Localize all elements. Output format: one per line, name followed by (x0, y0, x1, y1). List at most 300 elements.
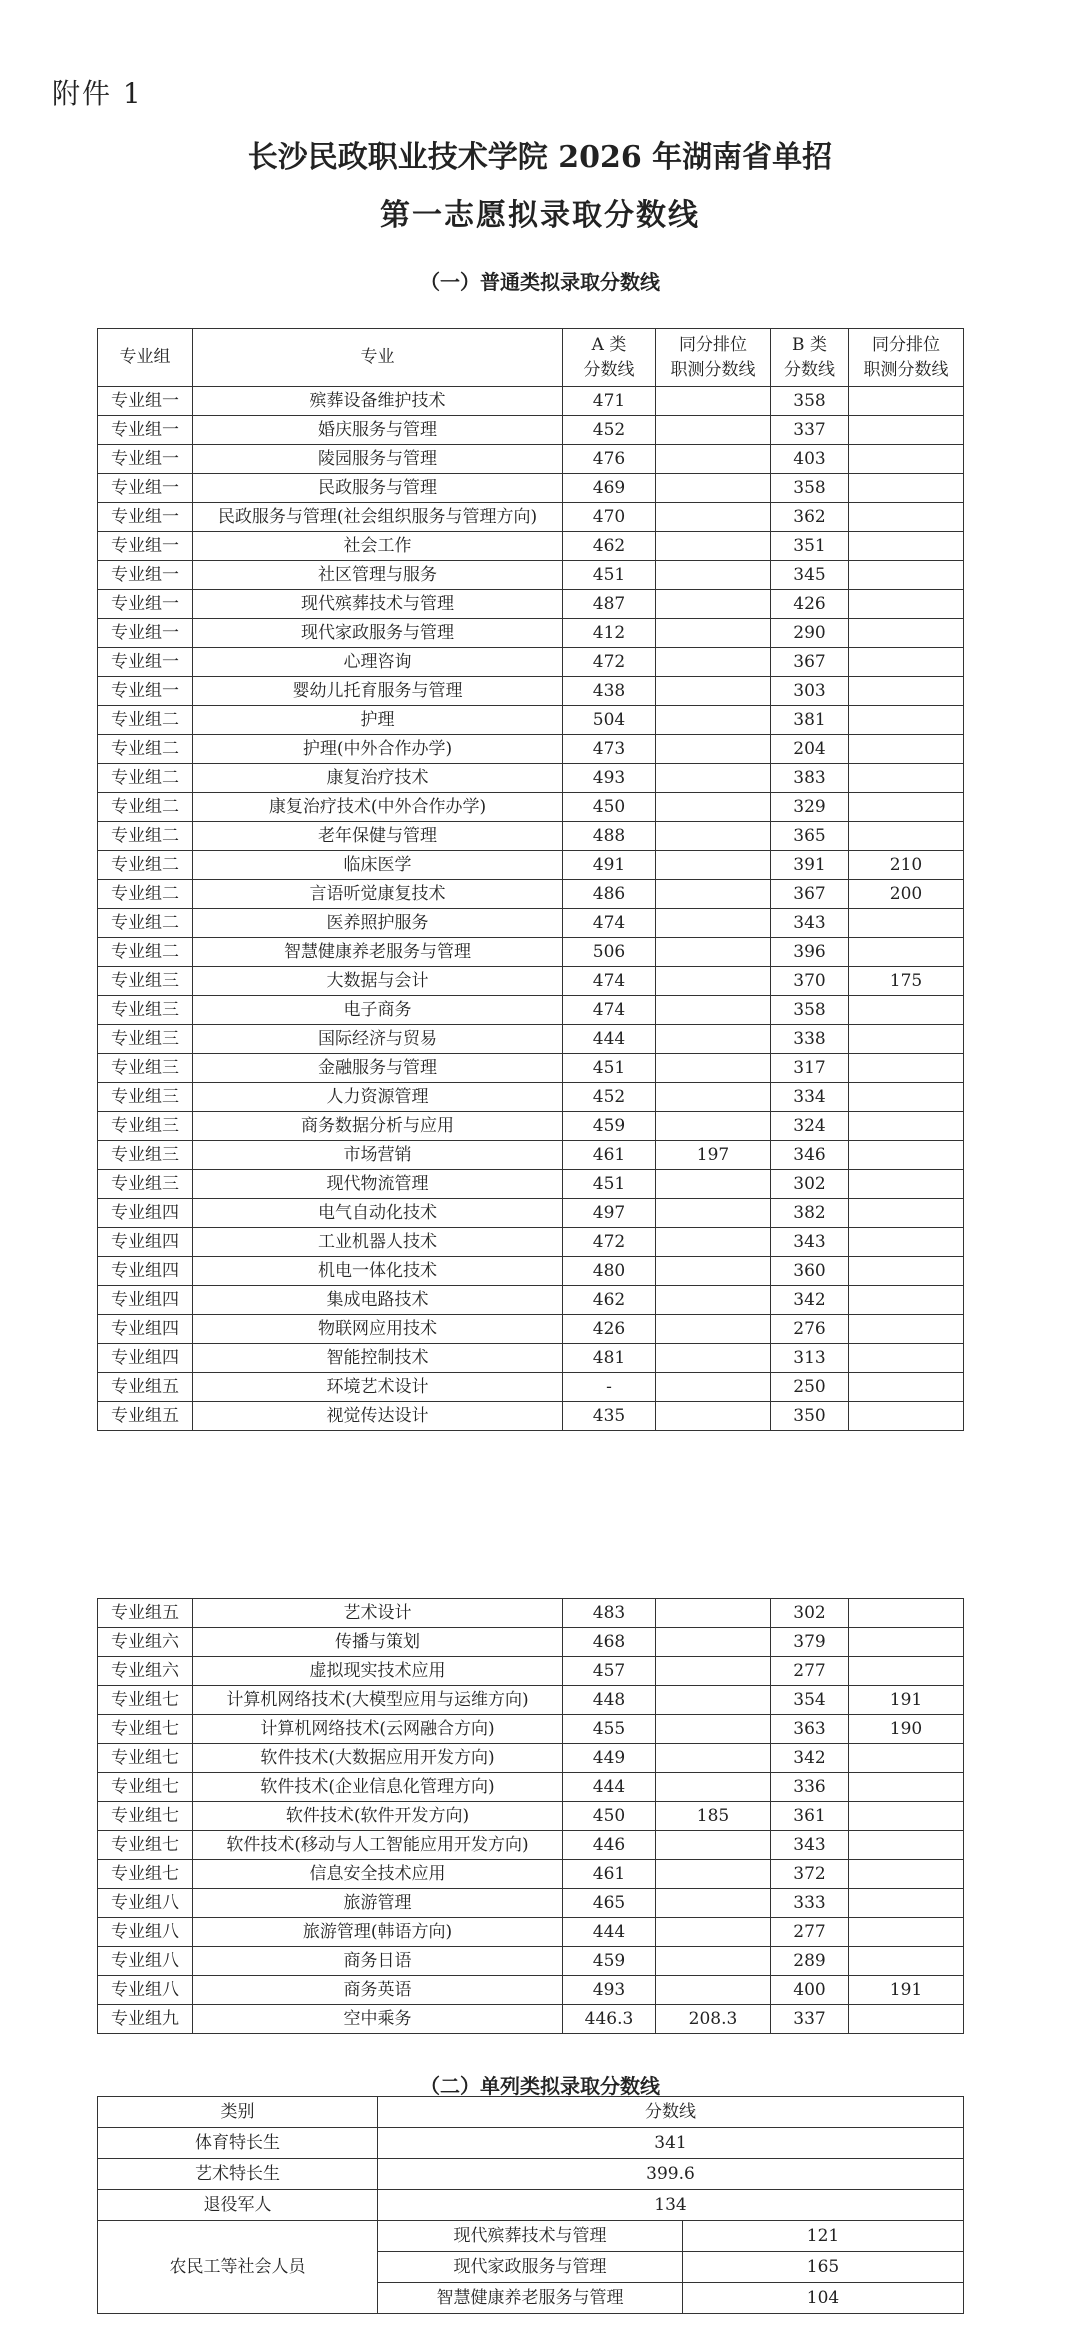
b-tiebreak-cell (849, 938, 964, 967)
a-tiebreak-cell (656, 1373, 771, 1402)
a-score-cell: 451 (563, 561, 656, 590)
b-tiebreak-cell (849, 996, 964, 1025)
group-cell: 专业组五 (98, 1373, 193, 1402)
a-score-cell: 412 (563, 619, 656, 648)
table-row (98, 561, 964, 590)
b-tiebreak-cell (849, 474, 964, 503)
a-score-cell: 474 (563, 967, 656, 996)
a-score-cell: 493 (563, 1976, 656, 2005)
major-cell: 殡葬设备维护技术 (193, 387, 563, 416)
a-score-cell: 448 (563, 1686, 656, 1715)
b-tiebreak-cell (849, 503, 964, 532)
table-row (98, 1170, 964, 1199)
a-tiebreak-cell (656, 387, 771, 416)
b-tiebreak-cell (849, 1141, 964, 1170)
b-score-cell: 350 (771, 1402, 849, 1431)
major-cell: 虚拟现实技术应用 (193, 1657, 563, 1686)
table-row (98, 387, 964, 416)
group-cell: 专业组二 (98, 909, 193, 938)
major-cell: 机电一体化技术 (193, 1257, 563, 1286)
a-tiebreak-cell (656, 1286, 771, 1315)
score-cell: 399.6 (378, 2159, 964, 2190)
b-score-cell: 336 (771, 1773, 849, 1802)
table-row (98, 1286, 964, 1315)
a-tiebreak-cell (656, 909, 771, 938)
major-cell: 市场营销 (193, 1141, 563, 1170)
major-cell: 医养照护服务 (193, 909, 563, 938)
a-score-cell: 457 (563, 1657, 656, 1686)
a-score-cell: 444 (563, 1025, 656, 1054)
a-score-cell: 459 (563, 1947, 656, 1976)
table-header-row (98, 329, 964, 387)
b-tiebreak-cell (849, 1344, 964, 1373)
group-cell: 专业组九 (98, 2005, 193, 2034)
section2-title: （二）单列类拟录取分数线 (420, 2074, 660, 2098)
group-cell: 专业组三 (98, 996, 193, 1025)
a-tiebreak-cell (656, 532, 771, 561)
major-cell: 智慧健康养老服务与管理 (193, 938, 563, 967)
a-tiebreak-cell (656, 1257, 771, 1286)
major-cell: 计算机网络技术(云网融合方向) (193, 1715, 563, 1744)
regular-table-body (98, 387, 964, 1431)
a-score-cell: 486 (563, 880, 656, 909)
major-cell: 集成电路技术 (193, 1286, 563, 1315)
b-tiebreak-cell (849, 1628, 964, 1657)
table-row (98, 1141, 964, 1170)
major-cell: 环境艺术设计 (193, 1373, 563, 1402)
table-row (98, 909, 964, 938)
a-tiebreak-cell (656, 1918, 771, 1947)
major-cell: 视觉传达设计 (193, 1402, 563, 1431)
major-cell: 心理咨询 (193, 648, 563, 677)
a-tiebreak-cell (656, 1228, 771, 1257)
table-row (98, 764, 964, 793)
table-row (98, 1657, 964, 1686)
b-tiebreak-cell: 200 (849, 880, 964, 909)
b-tiebreak-cell (849, 1802, 964, 1831)
a-tiebreak-cell: 185 (656, 1802, 771, 1831)
a-score-cell: 474 (563, 996, 656, 1025)
b-score-cell: 302 (771, 1599, 849, 1628)
a-tiebreak-cell: 208.3 (656, 2005, 771, 2034)
special-table-header (98, 2097, 964, 2128)
group-cell: 专业组七 (98, 1686, 193, 1715)
b-score-cell: 342 (771, 1744, 849, 1773)
table-row (98, 880, 964, 909)
a-tiebreak-cell (656, 1976, 771, 2005)
category-cell: 农民工等社会人员 (98, 2221, 378, 2314)
table-row (98, 2159, 964, 2190)
b-score-cell: 381 (771, 706, 849, 735)
b-tiebreak-cell (849, 1773, 964, 1802)
group-cell: 专业组三 (98, 1025, 193, 1054)
major-cell: 现代殡葬技术与管理 (378, 2221, 683, 2252)
b-tiebreak-cell: 191 (849, 1976, 964, 2005)
a-score-cell: 487 (563, 590, 656, 619)
major-cell: 计算机网络技术(大模型应用与运维方向) (193, 1686, 563, 1715)
table-row (98, 503, 964, 532)
table-row (98, 1054, 964, 1083)
major-cell: 现代家政服务与管理 (378, 2252, 683, 2283)
table-row (98, 938, 964, 967)
major-cell: 电子商务 (193, 996, 563, 1025)
category-cell: 退役军人 (98, 2190, 378, 2221)
table-row (98, 445, 964, 474)
a-tiebreak-cell (656, 474, 771, 503)
b-tiebreak-cell (849, 677, 964, 706)
a-score-cell: 471 (563, 387, 656, 416)
b-score-cell: 358 (771, 474, 849, 503)
table-row (98, 1686, 964, 1715)
a-score-cell: 450 (563, 793, 656, 822)
b-tiebreak-cell: 210 (849, 851, 964, 880)
group-cell: 专业组二 (98, 793, 193, 822)
table-row (98, 996, 964, 1025)
b-score-cell: 276 (771, 1315, 849, 1344)
b-tiebreak-cell (849, 1286, 964, 1315)
b-tiebreak-cell (849, 793, 964, 822)
group-cell: 专业组二 (98, 764, 193, 793)
b-score-cell: 351 (771, 532, 849, 561)
a-tiebreak-cell (656, 445, 771, 474)
a-score-cell: 461 (563, 1860, 656, 1889)
major-cell: 言语听觉康复技术 (193, 880, 563, 909)
b-tiebreak-cell (849, 445, 964, 474)
a-score-cell: 449 (563, 1744, 656, 1773)
major-cell: 物联网应用技术 (193, 1315, 563, 1344)
group-cell: 专业组六 (98, 1628, 193, 1657)
a-tiebreak-cell (656, 1599, 771, 1628)
b-tiebreak-cell: 175 (849, 967, 964, 996)
a-tiebreak-cell (656, 880, 771, 909)
group-cell: 专业组一 (98, 416, 193, 445)
group-cell: 专业组一 (98, 561, 193, 590)
a-score-cell: 452 (563, 1083, 656, 1112)
group-cell: 专业组八 (98, 1889, 193, 1918)
header-a-score: A 类 分数线 (563, 329, 656, 387)
a-score-cell: 468 (563, 1628, 656, 1657)
b-tiebreak-cell (849, 1831, 964, 1860)
b-tiebreak-cell (849, 822, 964, 851)
b-tiebreak-cell (849, 1083, 964, 1112)
b-tiebreak-cell (849, 706, 964, 735)
b-tiebreak-cell (849, 1744, 964, 1773)
b-score-cell: 367 (771, 880, 849, 909)
b-tiebreak-cell (849, 1025, 964, 1054)
category-cell: 艺术特长生 (98, 2159, 378, 2190)
table-row (98, 677, 964, 706)
a-tiebreak-cell (656, 1947, 771, 1976)
major-cell: 大数据与会计 (193, 967, 563, 996)
table-row (98, 648, 964, 677)
a-tiebreak-cell (656, 1083, 771, 1112)
regular-score-table (97, 328, 964, 1431)
major-cell: 老年保健与管理 (193, 822, 563, 851)
group-cell: 专业组五 (98, 1599, 193, 1628)
a-tiebreak-cell (656, 590, 771, 619)
group-cell: 专业组三 (98, 1141, 193, 1170)
b-score-cell: 403 (771, 445, 849, 474)
b-tiebreak-cell (849, 648, 964, 677)
b-tiebreak-cell (849, 764, 964, 793)
header-category: 类别 (98, 2097, 378, 2128)
group-cell: 专业组七 (98, 1744, 193, 1773)
major-cell: 护理(中外合作办学) (193, 735, 563, 764)
a-score-cell: 493 (563, 764, 656, 793)
b-tiebreak-cell (849, 1402, 964, 1431)
b-tiebreak-cell (849, 1947, 964, 1976)
major-cell: 工业机器人技术 (193, 1228, 563, 1257)
a-tiebreak-cell (656, 1112, 771, 1141)
a-score-cell: 446.3 (563, 2005, 656, 2034)
a-tiebreak-cell (656, 416, 771, 445)
table-row (98, 1344, 964, 1373)
major-cell: 康复治疗技术 (193, 764, 563, 793)
table-row (98, 2190, 964, 2221)
score-cell: 121 (683, 2221, 964, 2252)
a-score-cell: 491 (563, 851, 656, 880)
table-row (98, 1715, 964, 1744)
major-cell: 护理 (193, 706, 563, 735)
a-tiebreak-cell (656, 1715, 771, 1744)
regular-score-table-continued (97, 1598, 964, 2034)
a-score-cell: 452 (563, 416, 656, 445)
a-score-cell: - (563, 1373, 656, 1402)
b-tiebreak-cell (849, 1315, 964, 1344)
table-row (98, 1599, 964, 1628)
b-score-cell: 334 (771, 1083, 849, 1112)
group-cell: 专业组六 (98, 1657, 193, 1686)
group-cell: 专业组七 (98, 1715, 193, 1744)
b-score-cell: 289 (771, 1947, 849, 1976)
b-tiebreak-cell (849, 909, 964, 938)
a-tiebreak-cell (656, 1025, 771, 1054)
b-score-cell: 343 (771, 909, 849, 938)
b-score-cell: 277 (771, 1657, 849, 1686)
table-row (98, 1918, 964, 1947)
a-score-cell: 435 (563, 1402, 656, 1431)
table-row (98, 1083, 964, 1112)
b-score-cell: 358 (771, 996, 849, 1025)
table-row (98, 1860, 964, 1889)
a-tiebreak-cell (656, 735, 771, 764)
group-cell: 专业组三 (98, 1112, 193, 1141)
major-cell: 艺术设计 (193, 1599, 563, 1628)
major-cell: 社区管理与服务 (193, 561, 563, 590)
group-cell: 专业组八 (98, 1976, 193, 2005)
major-cell: 商务日语 (193, 1947, 563, 1976)
table-row (98, 1228, 964, 1257)
group-cell: 专业组二 (98, 706, 193, 735)
a-tiebreak-cell (656, 851, 771, 880)
b-tiebreak-cell (849, 1170, 964, 1199)
a-score-cell: 480 (563, 1257, 656, 1286)
b-tiebreak-cell (849, 532, 964, 561)
a-tiebreak-cell (656, 1657, 771, 1686)
major-cell: 电气自动化技术 (193, 1199, 563, 1228)
b-tiebreak-cell (849, 1860, 964, 1889)
b-tiebreak-cell (849, 1918, 964, 1947)
b-score-cell: 345 (771, 561, 849, 590)
b-tiebreak-cell: 191 (849, 1686, 964, 1715)
b-score-cell: 250 (771, 1373, 849, 1402)
group-cell: 专业组三 (98, 1170, 193, 1199)
major-cell: 国际经济与贸易 (193, 1025, 563, 1054)
major-cell: 人力资源管理 (193, 1083, 563, 1112)
table-row (98, 2221, 964, 2252)
group-cell: 专业组二 (98, 851, 193, 880)
b-tiebreak-cell (849, 1199, 964, 1228)
major-cell: 现代物流管理 (193, 1170, 563, 1199)
a-score-cell: 504 (563, 706, 656, 735)
a-tiebreak-cell (656, 938, 771, 967)
b-tiebreak-cell (849, 590, 964, 619)
a-tiebreak-cell (656, 619, 771, 648)
a-score-cell: 476 (563, 445, 656, 474)
b-score-cell: 370 (771, 967, 849, 996)
major-cell: 软件技术(大数据应用开发方向) (193, 1744, 563, 1773)
score-cell: 165 (683, 2252, 964, 2283)
a-tiebreak-cell (656, 764, 771, 793)
table-row (98, 1831, 964, 1860)
a-score-cell: 506 (563, 938, 656, 967)
a-score-cell: 465 (563, 1889, 656, 1918)
table-row (98, 1373, 964, 1402)
a-tiebreak-cell (656, 793, 771, 822)
group-cell: 专业组四 (98, 1257, 193, 1286)
a-tiebreak-cell (656, 1889, 771, 1918)
major-cell: 婚庆服务与管理 (193, 416, 563, 445)
b-score-cell: 329 (771, 793, 849, 822)
major-cell: 旅游管理(韩语方向) (193, 1918, 563, 1947)
b-score-cell: 290 (771, 619, 849, 648)
b-score-cell: 365 (771, 822, 849, 851)
a-score-cell: 469 (563, 474, 656, 503)
a-tiebreak-cell (656, 1744, 771, 1773)
b-score-cell: 343 (771, 1228, 849, 1257)
b-tiebreak-cell (849, 619, 964, 648)
group-cell: 专业组四 (98, 1286, 193, 1315)
major-cell: 民政服务与管理 (193, 474, 563, 503)
a-score-cell: 459 (563, 1112, 656, 1141)
b-score-cell: 391 (771, 851, 849, 880)
table-row (98, 1025, 964, 1054)
header-score: 分数线 (378, 2097, 964, 2128)
b-tiebreak-cell (849, 1054, 964, 1083)
b-tiebreak-cell (849, 1889, 964, 1918)
table-row (98, 1773, 964, 1802)
b-tiebreak-cell (849, 416, 964, 445)
score-cell: 341 (378, 2128, 964, 2159)
a-tiebreak-cell: 197 (656, 1141, 771, 1170)
table-row (98, 1802, 964, 1831)
b-tiebreak-cell (849, 735, 964, 764)
major-cell: 商务数据分析与应用 (193, 1112, 563, 1141)
major-cell: 社会工作 (193, 532, 563, 561)
b-score-cell: 317 (771, 1054, 849, 1083)
b-tiebreak-cell (849, 1228, 964, 1257)
a-score-cell: 462 (563, 1286, 656, 1315)
attachment-label: 附件 1 (52, 77, 143, 110)
header-b-score: B 类 分数线 (771, 329, 849, 387)
major-cell: 临床医学 (193, 851, 563, 880)
a-tiebreak-cell (656, 996, 771, 1025)
score-cell: 104 (683, 2283, 964, 2314)
major-cell: 软件技术(移动与人工智能应用开发方向) (193, 1831, 563, 1860)
a-tiebreak-cell (656, 1054, 771, 1083)
major-cell: 现代殡葬技术与管理 (193, 590, 563, 619)
group-cell: 专业组一 (98, 648, 193, 677)
group-cell: 专业组一 (98, 445, 193, 474)
b-score-cell: 337 (771, 2005, 849, 2034)
a-score-cell: 461 (563, 1141, 656, 1170)
group-cell: 专业组一 (98, 387, 193, 416)
group-cell: 专业组三 (98, 1083, 193, 1112)
group-cell: 专业组一 (98, 532, 193, 561)
b-score-cell: 383 (771, 764, 849, 793)
b-score-cell: 358 (771, 387, 849, 416)
header-a-tiebreak: 同分排位 职测分数线 (656, 329, 771, 387)
major-cell: 康复治疗技术(中外合作办学) (193, 793, 563, 822)
a-score-cell: 470 (563, 503, 656, 532)
b-score-cell: 343 (771, 1831, 849, 1860)
header-major: 专业 (193, 329, 563, 387)
b-tiebreak-cell (849, 1657, 964, 1686)
b-score-cell: 372 (771, 1860, 849, 1889)
table-row (98, 706, 964, 735)
group-cell: 专业组七 (98, 1802, 193, 1831)
a-tiebreak-cell (656, 648, 771, 677)
group-cell: 专业组二 (98, 880, 193, 909)
b-tiebreak-cell (849, 561, 964, 590)
group-cell: 专业组一 (98, 474, 193, 503)
table-row (98, 851, 964, 880)
b-tiebreak-cell (849, 1257, 964, 1286)
a-tiebreak-cell (656, 967, 771, 996)
b-score-cell: 363 (771, 1715, 849, 1744)
a-tiebreak-cell (656, 1860, 771, 1889)
major-cell: 传播与策划 (193, 1628, 563, 1657)
table-row (98, 474, 964, 503)
a-score-cell: 483 (563, 1599, 656, 1628)
a-tiebreak-cell (656, 1402, 771, 1431)
major-cell: 商务英语 (193, 1976, 563, 2005)
a-tiebreak-cell (656, 677, 771, 706)
group-cell: 专业组七 (98, 1831, 193, 1860)
a-score-cell: 472 (563, 1228, 656, 1257)
table-row (98, 619, 964, 648)
group-cell: 专业组四 (98, 1228, 193, 1257)
a-tiebreak-cell (656, 1315, 771, 1344)
b-score-cell: 324 (771, 1112, 849, 1141)
a-tiebreak-cell (656, 1199, 771, 1228)
b-score-cell: 361 (771, 1802, 849, 1831)
a-score-cell: 462 (563, 532, 656, 561)
b-score-cell: 400 (771, 1976, 849, 2005)
major-cell: 民政服务与管理(社会组织服务与管理方向) (193, 503, 563, 532)
a-tiebreak-cell (656, 1628, 771, 1657)
a-score-cell: 481 (563, 1344, 656, 1373)
a-score-cell: 450 (563, 1802, 656, 1831)
b-score-cell: 302 (771, 1170, 849, 1199)
group-cell: 专业组八 (98, 1918, 193, 1947)
table-row (98, 416, 964, 445)
group-cell: 专业组七 (98, 1773, 193, 1802)
a-tiebreak-cell (656, 1686, 771, 1715)
regular-table-continued-body (98, 1599, 964, 2034)
group-cell: 专业组四 (98, 1315, 193, 1344)
major-cell: 旅游管理 (193, 1889, 563, 1918)
